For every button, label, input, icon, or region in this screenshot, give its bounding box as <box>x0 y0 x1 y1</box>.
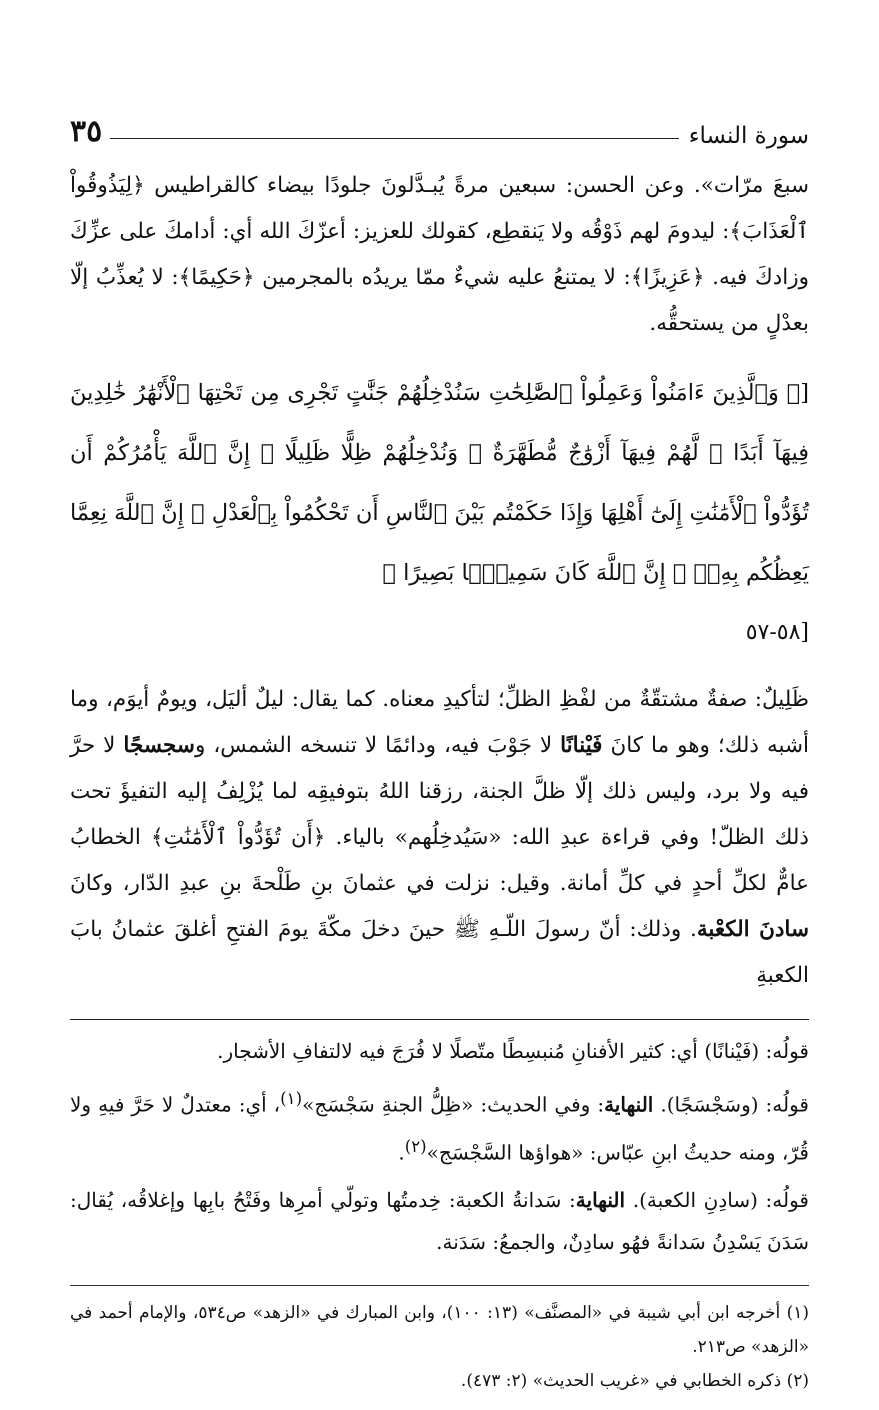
page-number: ٣٥ <box>70 114 103 149</box>
book-page <box>70 95 810 1392</box>
commentary-paragraph-2 <box>70 677 809 999</box>
gloss-text-part: : وفي الحديث: «ظِلُّ الجنةِ سَجْسَج» <box>302 1092 605 1117</box>
gloss-text-part: قولُه: (سادِنِ الكعبة). <box>625 1188 809 1213</box>
gloss-text-part: ، أي: معتدلٌ لا حَرَّ فيهِ ولا قُرّ، ومنه حديثُ ابنِ عبّاس: «هواؤها السَّجْسَج» <box>70 1092 809 1165</box>
footnote-1: (١) أخرجه ابن أبي شيبة في «المصنَّف» (١٣: ١٠٠)، وابن المبارك في «الزهد» ص٥٣٤، والإمام أحمد في «الزهد» ص٢١٣. <box>70 1303 810 1358</box>
source-nihaya: النهاية <box>604 1092 654 1117</box>
source-nihaya: النهاية <box>575 1188 626 1213</box>
paragraph-text-part: ظَلِيلٌ: صفةٌ مشتقّةٌ من لفْظِ الظلِّ؛ لتأكيدِ معناه. كما يقال: ليلٌ أليَل، ويومٌ أيوَم، وما أشبه ذلك؛ وهو ما كانَ <box>70 687 809 758</box>
paragraph-text-part: لا جَوْبَ فيه، ودائمًا لا تنسخه الشمس، و <box>194 733 561 758</box>
gloss-faynan <box>70 1030 809 1072</box>
footnote-marker-2[interactable]: (٢) <box>404 1136 427 1156</box>
bold-term-sadin: سادنَ الكعْبة <box>696 917 809 942</box>
quran-verses <box>70 363 809 663</box>
surah-title: سورة النساء <box>688 123 809 149</box>
gloss-text-part: : سَدانةُ الكعبة: خِدمتُها وتولّي أمرِها وفَتْحُ بابِها وإغلاقُه، يُقال: سَدَنَ يَسْدِنُ سَدانةً فهُو سادِنٌ، والجمعُ: سَدَنة. <box>70 1188 809 1255</box>
gloss-text: قولُه: (فَيْنانًا) أي: كثير الأفنانِ مُنبسِطًا متّصلًا لا فُرَجَ فيه لالتفافِ الأشجار. <box>217 1039 809 1063</box>
gloss-sadin <box>70 1179 809 1263</box>
paragraph-text-part: لا حرَّ فيه ولا برد، وليس ذلك إلّا ظلَّ الجنة، رزقنا اللهُ بتوفيقِه لما يُزْلِفُ إليه التفيؤَ تحت ذلك الظلّ! وفي قراءة عبدِ الله: «سَيُدخِلُهم» بالياء. ﴿أَن تُؤَدُّواْ ٱلْأَمَٰنَٰتِ﴾ الخطابُ عامٌّ لكلِّ أحدٍ في كلِّ أمانة. وقيل: نزلت في عثمانَ بنِ طَلْحةَ بنِ عبدِ الدّار، وكانَ <box>70 733 809 896</box>
running-header <box>70 95 809 149</box>
verse-reference: [٥٨-٥٧ <box>745 620 809 645</box>
verse-text: [﴿ وَٱلَّذِينَ ءَامَنُواْ وَعَمِلُواْ ٱلصَّٰلِحَٰتِ سَنُدْخِلُهُمْ جَنَّٰتٍ تَجْرِى مِن تَحْتِهَا ٱلْأَنْهَٰرُ خَٰلِدِينَ فِيهَآ أَبَدًا ۖ لَّهُمْ فِيهَآ أَزْوَٰجٌ مُّطَهَّرَةٌ ۖ وَنُدْخِلُهُمْ ظِلًّا ظَلِيلًا ۞ إِنَّ ٱللَّهَ يَأْمُرُكُمْ أَن تُؤَدُّواْ ٱلْأَمَٰنَٰتِ إِلَىٰٓ أَهْلِهَا وَإِذَا حَكَمْتُم بَيْنَ ٱلنَّاسِ أَن تَحْكُمُواْ بِٱلْعَدْلِ ۚ إِنَّ ٱللَّهَ نِعِمَّا يَعِظُكُم بِهِۦٓ ۗ إِنَّ ٱللَّهَ كَانَ سَمِيعًۢا بَصِيرًا ﴾ <box>70 380 809 586</box>
bold-term-faynan: فَيْنانًا <box>560 733 603 758</box>
footnote-separator <box>70 1285 809 1286</box>
bold-term-sajsaj: سجسجًا <box>123 733 195 758</box>
paragraph-text: سبعَ مرّات». وعن الحسن: سبعين مرةً يُبـدَّلونَ جلودًا بيضاء كالقراطيس ﴿لِيَذُوقُواْ ٱلْعَذَابَ﴾: ليدومَ لهم ذَوْقُه ولا يَنقطِع، كقولك للعزيز: أعزّكَ الله أي: أدامكَ على عزِّكَ وزادكَ فيه. ﴿عَزِيزًا﴾: لا يمتنعُ عليه شيءٌ ممّا يريدُه بالمجرمين ﴿حَكِيمًا﴾: لا يُعذِّبُ إلّا بعدْلٍ من يستحقُّه. <box>70 173 809 336</box>
paragraph-text-part: . وذلك: أنّ رسولَ اللّـهِ ﷺ حينَ دخلَ مكّةَ يومَ الفتحِ أغلقَ عثمانُ بابَ الكعبةِ <box>70 917 809 988</box>
gloss-separator <box>70 1019 809 1020</box>
footnote-marker-1[interactable]: (١) <box>280 1089 303 1108</box>
gloss-text-part: قولُه: (وسَجْسَجًا). <box>653 1092 809 1117</box>
commentary-paragraph-1 <box>70 163 809 347</box>
footnote-2: (٢) ذكره الخطابي في «غريب الحديث» (٢: ٤٧٣). <box>460 1371 809 1392</box>
header-rule <box>110 138 678 139</box>
gloss-text-part: . <box>398 1140 405 1165</box>
gloss-sajsaj <box>70 1078 809 1173</box>
